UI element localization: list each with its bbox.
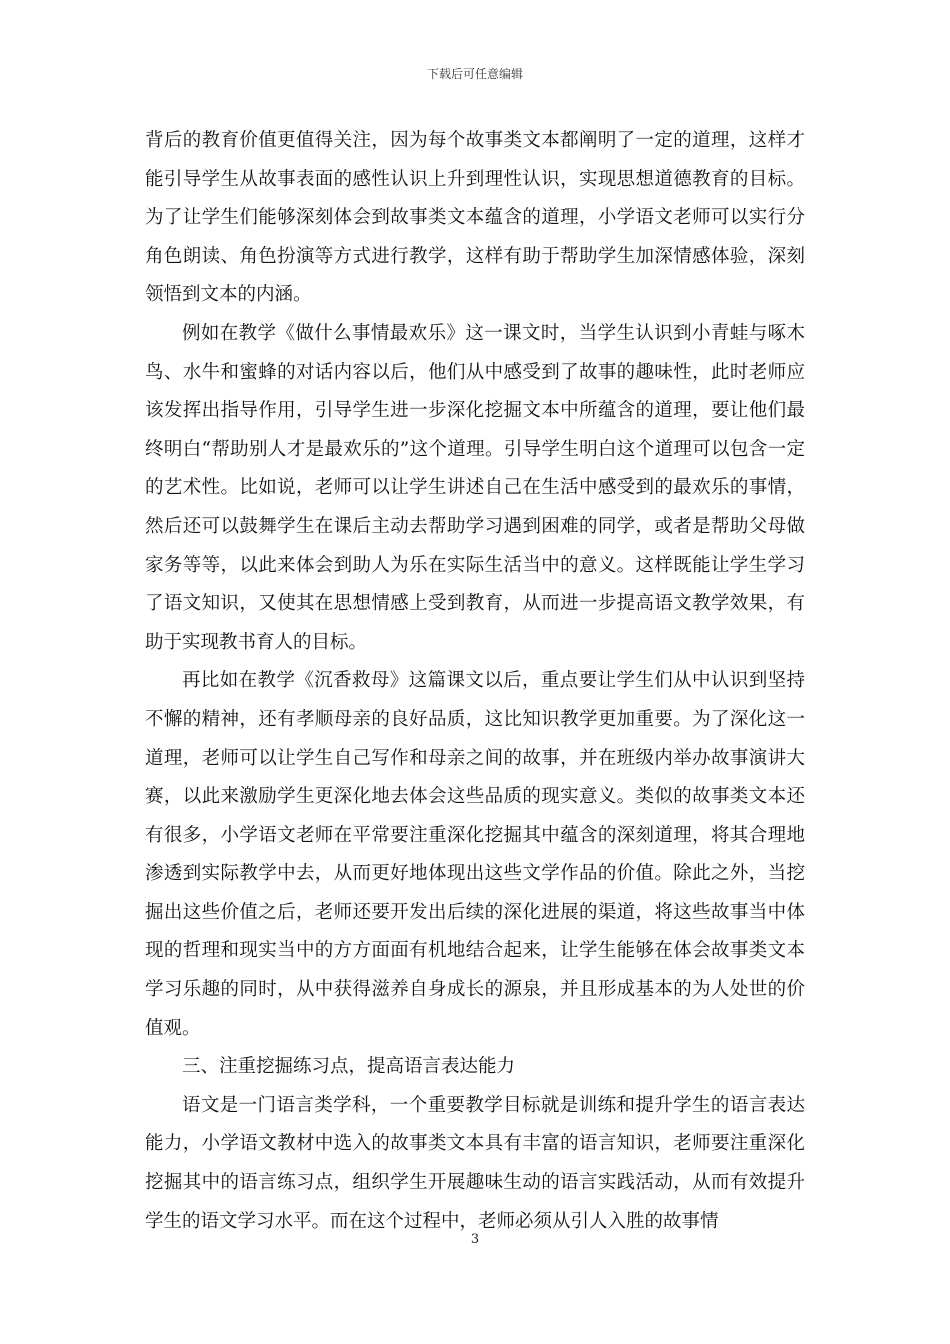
- paragraph-continuation: 背后的教育价值更值得关注，因为每个故事类文本都阐明了一定的道理，这样才能引导学生从故事表面的感性认识上升到理性认识，实现思想道德教育的目标。为了让学生们能够深刻体会到故事类文本蕴含的道理，小学语文老师可以实行分角色朗读、角色扮演等方式进行教学，这样有助于帮助学生加深情感体验，深刻领悟到文本的内涵。: [145, 130, 805, 306]
- page-number: 3: [470, 1232, 480, 1247]
- paragraph-language-practice: 语文是一门语言类学科，一个重要教学目标就是训练和提升学生的语言表达能力，小学语文教材中选入的故事类文本具有丰富的语言知识，老师要注重深化挖掘其中的语言练习点，组织学生开展趣味生动的语言实践活动，从而有效提升学生的语文学习水平。而在这个过程中，老师必须从引人入胜的故事情: [145, 1094, 805, 1232]
- body-text: [145, 122, 805, 1241]
- paragraph-example-1: 例如在教学《做什么事情最欢乐》这一课文时，当学生认识到小青蛙与啄木鸟、水牛和蜜蜂的对话内容以后，他们从中感受到了故事的趣味性，此时老师应该发挥出指导作用，引导学生进一步深化挖掘文本中所蕴含的道理，要让他们最终明白“帮助别人才是最欢乐的”这个道理。引导学生明白这个道理可以包含一定的艺术性。比如说，老师可以让学生讲述自己在生活中感受到的最欢乐的事情，然后还可以鼓舞学生在课后主动去帮助学习遇到困难的同学，或者是帮助父母做家务等等，以此来体会到助人为乐在实际生活当中的意义。这样既能让学生学习了语文知识，又使其在思想情感上受到教育，从而进一步提高语文教学效果，有助于实现教书育人的目标。: [145, 322, 805, 653]
- paragraph-example-2: 再比如在教学《沉香救母》这篇课文以后，重点要让学生们从中认识到坚持不懈的精神，还有孝顺母亲的良好品质，这比知识教学更加重要。为了深化这一道理，老师可以让学生自己写作和母亲之间的故事，并在班级内举办故事演讲大赛，以此来激励学生更深化地去体会这些品质的现实意义。类似的故事类文本还有很多，小学语文老师在平常要注重深化挖掘其中蕴含的深刻道理，将其合理地渗透到实际教学中去，从而更好地体现出这些文学作品的价值。除此之外，当挖掘出这些价值之后，老师还要开发出后续的深化进展的渠道，将这些故事当中体现的哲理和现实当中的方方面面有机地结合起来，让学生能够在体会故事类文本学习乐趣的同时，从中获得滋养自身成长的源泉，并且形成基本的为人处世的价值观。: [145, 670, 805, 1039]
- page-header: 下载后可任意编辑: [426, 67, 523, 81]
- section-heading: 三、注重挖掘练习点，提高语言表达能力: [182, 1056, 516, 1078]
